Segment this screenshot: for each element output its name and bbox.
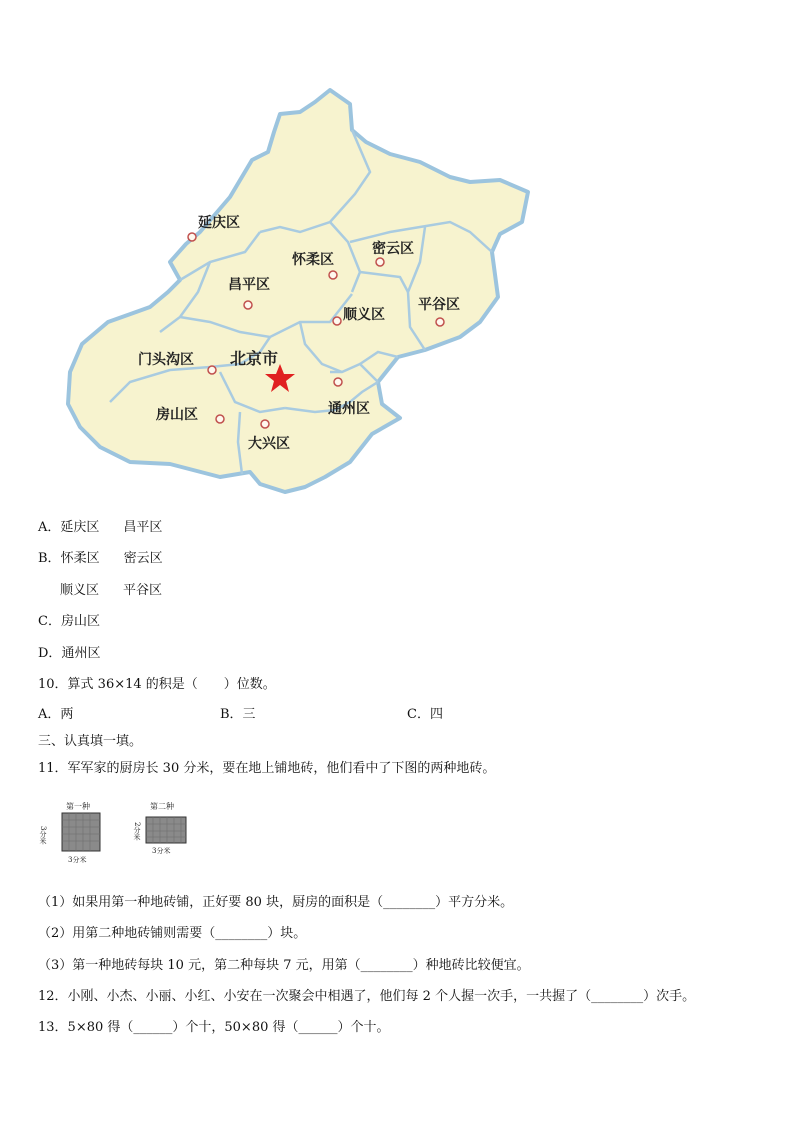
tile-first <box>39 801 100 864</box>
q10-option-a: A．两 <box>38 707 74 722</box>
option-text: 房山区 <box>60 614 100 629</box>
option-letter: D． <box>38 646 62 661</box>
tile-title: 第一种 <box>66 802 90 811</box>
q11-part-3: （3）第一种地砖每块 10 元，第二种每块 7 元，用第（________）种地砖比较便宜。 <box>38 958 530 973</box>
option-letter: C． <box>38 614 61 629</box>
label-daxing: 大兴区 <box>248 436 290 452</box>
q9-option-c <box>38 613 100 631</box>
label-pinggu: 平谷区 <box>418 297 460 313</box>
q10-option-c: C．四 <box>407 707 443 722</box>
map-outline <box>68 90 528 492</box>
q9-option-b <box>38 550 163 568</box>
label-huairou: 怀柔区 <box>292 252 334 268</box>
beijing-district-map <box>60 82 540 502</box>
option-text: 密云区 <box>123 551 163 566</box>
label-changping: 昌平区 <box>228 277 270 293</box>
option-text: 通州区 <box>61 646 101 661</box>
label-tongzhou: 通州区 <box>328 401 370 417</box>
option-letter: A． <box>38 520 61 535</box>
option-text: 昌平区 <box>123 520 163 535</box>
q13-stem: 13．5×80 得（______）个十，50×80 得（______）个十。 <box>38 1020 390 1035</box>
tile-title: 第二种 <box>150 802 174 811</box>
option-letter: B． <box>38 551 61 566</box>
tile-side-label: 2分米 <box>133 822 141 841</box>
label-fangshan: 房山区 <box>156 407 198 423</box>
option-text: 平谷区 <box>123 583 163 598</box>
tile-side-label: 3分米 <box>39 826 47 845</box>
q10-stem: 10．算式 36×14 的积是（ ）位数。 <box>38 677 276 692</box>
q11-part-2: （2）用第二种地砖铺则需要（________）块。 <box>38 926 307 941</box>
q10-option-b: B．三 <box>220 707 256 722</box>
option-text: 怀柔区 <box>60 551 100 566</box>
tile-bottom-label: 3分米 <box>152 847 171 855</box>
q11-stem: 11．军军家的厨房长 30 分米，要在地上铺地砖，他们看中了下图的两种地砖。 <box>38 761 496 776</box>
q9-option-b-line2 <box>60 582 162 600</box>
tile-bottom-label: 3分米 <box>68 856 87 864</box>
option-text: 顺义区 <box>60 583 100 598</box>
q9-option-d <box>38 645 100 663</box>
label-yanqing: 延庆区 <box>198 215 240 231</box>
q11-part-1: （1）如果用第一种地砖铺，正好要 80 块，厨房的面积是（________）平方分米。 <box>38 895 514 910</box>
label-miyun: 密云区 <box>372 241 414 257</box>
tile-figure <box>40 800 210 870</box>
option-text: 延庆区 <box>60 520 100 535</box>
tile-second <box>133 801 186 855</box>
label-shunyi: 顺义区 <box>343 307 385 323</box>
q9-option-a <box>38 519 162 537</box>
q12-stem: 12．小刚、小杰、小丽、小红、小安在一次聚会中相遇了，他们每 2 个人握一次手，一共握了（________）次手。 <box>38 989 696 1004</box>
label-mentougou: 门头沟区 <box>138 352 194 368</box>
section-heading: 三、认真填一填。 <box>38 734 143 749</box>
label-city: 北京市 <box>230 349 279 368</box>
